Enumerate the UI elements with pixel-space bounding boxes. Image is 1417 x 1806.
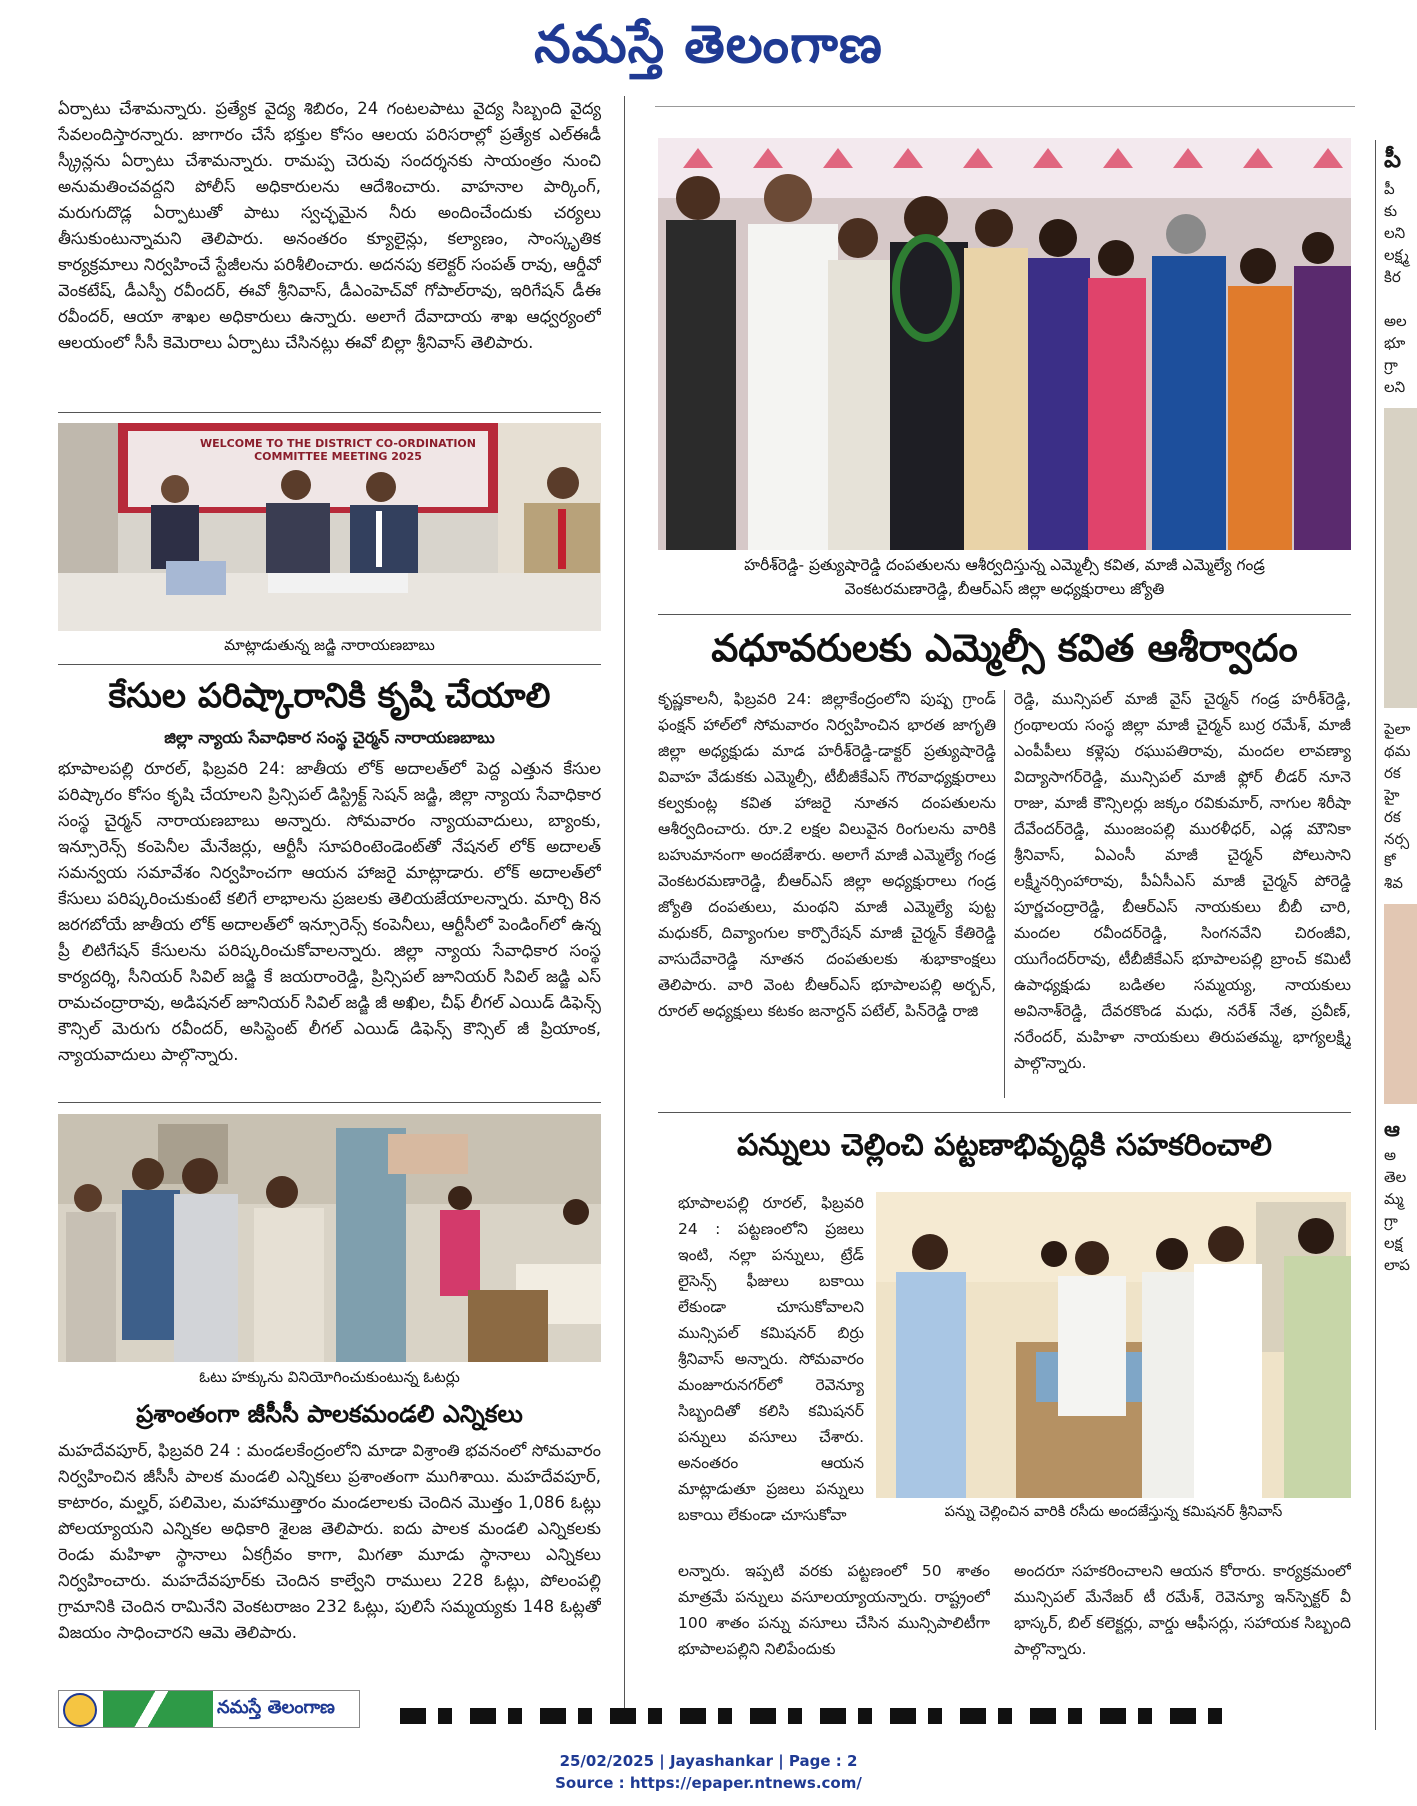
- tax-headline: పన్నులు చెల్లించి పట్టణాభివృద్ధికి సహకరించాలి: [737, 1128, 1272, 1163]
- masthead: [0, 0, 1417, 88]
- right-edge-line: కు: [1384, 202, 1398, 220]
- column-divider: [1004, 690, 1005, 1098]
- tax-body-side: [678, 1190, 864, 1556]
- right-edge-line: ఆ: [1384, 1117, 1400, 1141]
- ad-label: నమస్తే తెలంగాణ: [217, 1697, 335, 1718]
- right-edge-line: రక: [1384, 764, 1401, 782]
- judge-body: [58, 756, 601, 1084]
- kavitha-body-left-paragraph: కృష్ణకాలనీ, ఫిబ్రవరి 24: జిల్లాకేంద్రంలోని పుష్ప గ్రాండ్ ఫంక్షన్ హాల్‌లో సోమవారం నిర్వహించిన భారత జాగృతి జిల్లా అధ్యక్షుడు మాడ హరీశ్‌రెడ్డి-డాక్టర్ ప్రత్యుషారెడ్డి వివాహ వేడుకకు ఎమ్మెల్సీ, టీబీజీకేఎస్ గౌరవాధ్యక్షురాలు కల్వకుంట్ల కవిత హాజరై నూతన దంపతులను ఆశీర్వదించారు. రూ.2 లక్షల విలువైన రింగులను వారికి బహుమానంగా అందజేశారు. అలాగే మాజీ ఎమ్మెల్యే గండ్ర వెంకటరమణారెడ్డి, బీఆర్ఎస్ జిల్లా అధ్యక్షురాలు గండ్ర జ్యోతి దంపతులు, మంథని మాజీ ఎమ్మెల్యే పుట్ట మధుకర్, దివ్యాంగుల కార్పొరేషన్ మాజీ చైర్మన్ కేతిరెడ్డి వాసుదేవారెడ్డి నూతన దంపతులకు శుభాకాంక్షలు తెలిపారు. వారి వెంట బీఆర్ఎస్ భూపాలపల్లి అర్బన్, రూరల్ అధ్యక్షులు కటకం జనార్దన్ పటేల్, పిన్‌రెడ్డి రాజి: [658, 690, 996, 1020]
- election-body: [58, 1438, 601, 1674]
- column-divider: [1375, 140, 1376, 1730]
- right-edge-line: లని: [1384, 224, 1406, 242]
- right-edge-line: భూ: [1384, 334, 1406, 352]
- judge-body-paragraph: భూపాలపల్లి రూరల్, ఫిబ్రవరి 24: జాతీయ లోక్ అదాలత్‌లో పెద్ద ఎత్తున కేసుల పరిష్కారం కోసం కృషి చేయాలని ప్రిన్సిపల్ డిస్ట్రిక్ట్ సెషన్ జడ్జి, జిల్లా న్యాయ సేవాధికార సంస్థ చైర్మన్ నారాయణబాబు అన్నారు. సోమవారం న్యాయవాదులు, బ్యాంకు, ఇన్సూరెన్స్ కంపెనీల మేనేజర్లు, ఆర్టీసీ సూపరింటెండెంట్‌తో నేషనల్ లోక్ అదాలత్ సమన్వయ సమావేశం నిర్వహించగా ఆయన హాజరై మాట్లాడారు. లోక్ అదాలత్‌లో కేసులు పరిష్కరించుకుంటే కలిగే లాభాలను ప్రజలకు తెలియజేయాలన్నారు. మార్చి 8న జరగబోయే జాతీయ లోక్ అదాలత్‌లో ఇన్సూరెన్స్ కంపెనీలు, ఆర్టీసీలో పెండింగ్‌లో ఉన్న ప్రీ లిటిగేషన్ కేసులను పరిష్కరించుకోవాలన్నారు. జిల్లా న్యాయ సేవాధికార సంస్థ కార్యదర్శి, సీనియర్ సివిల్ జడ్జి కే జయరాంరెడ్డి, ప్రిన్సిపల్ జూనియర్ సివిల్ జడ్జి ఎస్ రామచంద్రారావు, అడిషనల్ జూనియర్ సివిల్ జడ్జి జీ అఖిల, చీఫ్ లీగల్ ఎయిడ్ డిఫెన్స్ కౌన్సిల్ మెరుగు రవీందర్, అసిస్టెంట్ లీగల్ ఎయిడ్ డిఫెన్స్ కౌన్సిల్ జీ ప్రియాంక, న్యాయవాదులు పాల్గొన్నారు.: [58, 759, 601, 1064]
- tax-photo: [876, 1192, 1351, 1498]
- election-photo-caption: ఓటు హక్కును వినియోగించుకుంటున్న ఓటర్లు: [199, 1368, 460, 1386]
- right-edge-line: నర్స: [1384, 830, 1410, 848]
- divider: [58, 664, 601, 665]
- election-headline: ప్రశాంతంగా జీసీసీ పాలకమండలి ఎన్నికలు: [136, 1400, 523, 1428]
- divider: [58, 412, 601, 413]
- right-edge-line: అల: [1384, 312, 1407, 330]
- col1-top-text: [58, 96, 601, 406]
- right-edge-line: పీ: [1384, 180, 1395, 198]
- tax-body-side-paragraph: భూపాలపల్లి రూరల్, ఫిబ్రవరి 24 : పట్టణంలోని ప్రజలు ఇంటి, నల్లా పన్నులు, ట్రేడ్ లైసెన్స్ ఫీజులు బకాయి లేకుండా చూసుకోవాలని మున్సిపల్ కమిషనర్ బిర్రు శ్రీనివాస్ అన్నారు. సోమవారం మంజూరునగర్‌లో రెవెన్యూ సిబ్బందితో కలిసి కమిషనర్ పన్నులు వసూలు చేశారు. అనంతరం ఆయన మాట్లాడుతూ ప్రజలు పన్నులు బకాయి లేకుండా చూసుకోవా: [678, 1194, 864, 1524]
- right-edge-line: మ్మ: [1384, 1190, 1404, 1208]
- divider: [658, 1112, 1351, 1113]
- right-edge-line: కిర: [1384, 268, 1401, 286]
- footer-source-link[interactable]: Source : https://epaper.ntnews.com/: [555, 1774, 862, 1792]
- right-edge-line: థమ: [1384, 742, 1411, 760]
- right-edge-line: కో: [1384, 852, 1396, 870]
- right-edge-line: లక్ష్మ: [1384, 246, 1409, 264]
- right-edge-line: పీ: [1384, 145, 1402, 173]
- kavitha-body-right: [1014, 686, 1351, 1104]
- ad-strip: [58, 1690, 360, 1728]
- kavitha-headline: వధూవరులకు ఎమ్మెల్సీ కవిత ఆశీర్వాదం: [711, 626, 1298, 670]
- right-edge-photo: [1384, 408, 1417, 708]
- divider: [58, 1102, 601, 1103]
- judge-subheadline: జిల్లా న్యాయ సేవాధికార సంస్థ చైర్మన్ నారాయణబాబు: [164, 728, 495, 747]
- right-edge-line: శివ: [1384, 874, 1403, 892]
- election-photo: [58, 1114, 601, 1362]
- tax-photo-caption: పన్ను చెల్లించిన వారికి రసీదు అందజేస్తున్న కమిషనర్ శ్రీనివాస్: [944, 1504, 1283, 1520]
- judge-photo-caption: మాట్లాడుతున్న జడ్జి నారాయణబాబు: [224, 636, 435, 654]
- wedding-photo-caption-line1: హరీశ్‌రెడ్డి- ప్రత్యుషారెడ్డి దంపతులను ఆశీర్వదిస్తున్న ఎమ్మెల్సీ కవిత, మాజీ ఎమ్మెల్యే గండ్ర: [744, 556, 1265, 574]
- ad-stripe: [103, 1691, 213, 1727]
- ad-seal-icon: [63, 1693, 97, 1727]
- right-edge-column: [1384, 140, 1417, 1730]
- right-edge-line: అ: [1384, 1146, 1397, 1164]
- divider: [655, 106, 1355, 107]
- judge-photo: [58, 423, 601, 631]
- wedding-photo-illustration: [658, 138, 1351, 550]
- right-edge-line: లని: [1384, 378, 1406, 396]
- tax-body-bottom-left-paragraph: లన్నారు. ఇప్పటి వరకు పట్టణంలో 50 శాతం మాత్రమే పన్నులు వసూలయ్యాయన్నారు. రాష్ట్రంలో 100 శాతం పన్ను వసూలు చేసిన మున్సిపాలిటీగా భూపాలపల్లిని నిలిపేందుకు: [678, 1562, 990, 1658]
- judge-photo-banner: WELCOME TO THE DISTRICT CO-ORDINATION COMMITTEE MEETING 2025: [200, 437, 476, 463]
- tax-body-bottom-right-paragraph: అందరూ సహకరించాలని ఆయన కోరారు. కార్యక్రమంలో మున్సిపల్ మేనేజర్ టీ రమేశ్, రెవెన్యూ ఇన్‌స్పెక్టర్ వీ భాస్కర్, బిల్ కలెక్టర్లు, వార్డు ఆఫీసర్లు, సహాయక సిబ్బంది పాల్గొన్నారు.: [1014, 1562, 1351, 1658]
- wedding-photo: [658, 138, 1351, 550]
- tax-body-bottom-left: [678, 1558, 990, 1662]
- col1-top-paragraph: ఏర్పాటు చేశామన్నారు. ప్రత్యేక వైద్య శిబిరం, 24 గంటలపాటు వైద్య సిబ్బంది వైద్య సేవలందిస్తారన్నారు. జాగారం చేసే భక్తుల కోసం ఆలయ పరిసరాల్లో ప్రత్యేక ఎల్‌ఈడీ స్క్రీన్లను ఏర్పాటు చేశామన్నారు. రామప్ప చెరువు సందర్శనకు సాయంత్రం నుంచి అనుమతించవద్దని పోలీస్ అధికారులను ఆదేశించారు. వాహనాల పార్కింగ్, మరుగుదొడ్ల ఏర్పాటుతో పాటు స్వచ్ఛమైన నీరు అందించేందుకు చర్యలు తీసుకుంటున్నామని తెలిపారు. అనంతరం క్యూలైన్లు, కల్యాణం, సాంస్కృతిక కార్యక్రమాలు నిర్వహించే స్టేజీలను పరిశీలించారు. అదనపు కలెక్టర్ సంపత్ రావు, ఆర్డీవో వెంకటేష్, డీఎస్పీ రవీందర్, ఈవో శ్రీనివాస్, డీఎంహెచ్‌వో గోపాల్‌రావు, ఇరిగేషన్ డీఈ రవీందర్, ఆయా శాఖల అధికారులు ఉన్నారు. అలాగే దేవాదాయ శాఖ ఆధ్వర్యంలో ఆలయంలో సీసీ కెమెరాలు ఏర్పాటు చేసినట్లు ఈవో బిల్లా శ్రీనివాస్ తెలిపారు.: [58, 99, 601, 352]
- newspaper-logo: నమస్తే తెలంగాణ: [534, 14, 883, 75]
- right-edge-line: గ్రా: [1384, 1212, 1398, 1230]
- column-divider: [624, 96, 625, 1716]
- right-edge-line: లక్ష: [1384, 1234, 1403, 1252]
- right-edge-photo: [1384, 904, 1417, 1104]
- tax-body-bottom-right: [1014, 1558, 1351, 1662]
- judge-headline: కేసుల పరిష్కారానికి కృషి చేయాలి: [108, 676, 551, 716]
- footer-date-edition: 25/02/2025 | Jayashankar | Page : 2: [559, 1752, 858, 1770]
- cutoff-headline-strip: [400, 1708, 1230, 1724]
- right-edge-line: రక: [1384, 808, 1401, 826]
- wedding-photo-caption-line2: వెంకటరమణారెడ్డి, బీఆర్ఎస్ జిల్లా అధ్యక్షురాలు జ్యోతి: [844, 580, 1165, 598]
- election-photo-illustration: [58, 1114, 601, 1362]
- tax-photo-illustration: [876, 1192, 1351, 1498]
- divider: [658, 614, 1351, 615]
- right-edge-line: హై: [1384, 786, 1400, 804]
- right-edge-line: లాప: [1384, 1256, 1410, 1274]
- election-body-paragraph: మహదేవపూర్, ఫిబ్రవరి 24 : మండలకేంద్రంలోని మాడా విశ్రాంతి భవనంలో సోమవారం నిర్వహించిన జీసీసీ పాలక మండలి ఎన్నికలు ప్రశాంతంగా ముగిశాయి. మహదేవపూర్, కాటారం, మల్హర్, పలిమెల, మహాముత్తారం మండలాలకు చెందిన మొత్తం 1,086 ఓట్లు పోలయ్యాయని ఎన్నికల అధికారి శైలజ తెలిపారు. ఐదు పాలక మండలి ఎన్నికలకు రెండు మహిళా స్థానాలు ఏకగ్రీవం కాగా, మిగతా మూడు స్థానాలు ఎన్నికలు నిర్వహించారు. మహదేవపూర్‌కు చెందిన కాల్వేని రాములు 228 ఓట్లు, పోలంపల్లి గ్రామానికి చెందిన రామినేని వెంకటరాజం 232 ఓట్లు, పులిసే సమ్మయ్యకు 148 ఓట్లతో విజయం సాధించారని ఆమె తెలిపారు.: [58, 1441, 601, 1642]
- right-edge-line: పైలా: [1384, 720, 1411, 738]
- kavitha-body-left: [658, 686, 996, 1104]
- right-edge-line: తెల: [1384, 1168, 1407, 1186]
- kavitha-body-right-paragraph: రెడ్డి, మున్సిపల్ మాజీ వైస్ చైర్మన్ గండ్ర హరీశ్‌రెడ్డి, గ్రంథాలయ సంస్థ జిల్లా మాజీ చైర్మన్ బుర్ర రమేశ్, మాజీ ఎంపీపీలు కళ్లెపు రఘుపతిరావు, మందల లావణ్యా విద్యాసాగర్‌రెడ్డి, మున్సిపల్ మాజీ ఫ్లోర్ లీడర్ నూనె రాజు, మాజీ కౌన్సిలర్లు జక్కం రవికుమార్, నాగుల శిరీషా దేవేందర్‌రెడ్డి, ముంజంపల్లి మురళీధర్, ఎడ్ల మౌనికా శ్రీనివాస్, ఏఎంసీ మాజీ చైర్మన్ పోలుసాని లక్ష్మీనర్సింహారావు, పీఏసీఎస్ మాజీ చైర్మన్ పోరెడ్డి పూర్ణచంద్రారెడ్డి, బీఆర్ఎస్ నాయకులు బీబీ చారి, మందల రవీందర్‌రెడ్డి, సింగనవేని చిరంజీవి, యుగేందర్‌రావు, టీబీజీకేఎస్ భూపాలపల్లి బ్రాంచ్ కమిటీ ఉపాధ్యక్షుడు బడితల సమ్మయ్య, నాయకులు అవినాశ్‌రెడ్డి, దేవరకొండ మధు, నరేశ్ నేత, ప్రవీణ్, నరేందర్, మహిళా నాయకులు తిరుపతమ్మ, భాగ్యలక్ష్మి పాల్గొన్నారు.: [1014, 690, 1351, 1072]
- right-edge-line: గ్రా: [1384, 356, 1398, 374]
